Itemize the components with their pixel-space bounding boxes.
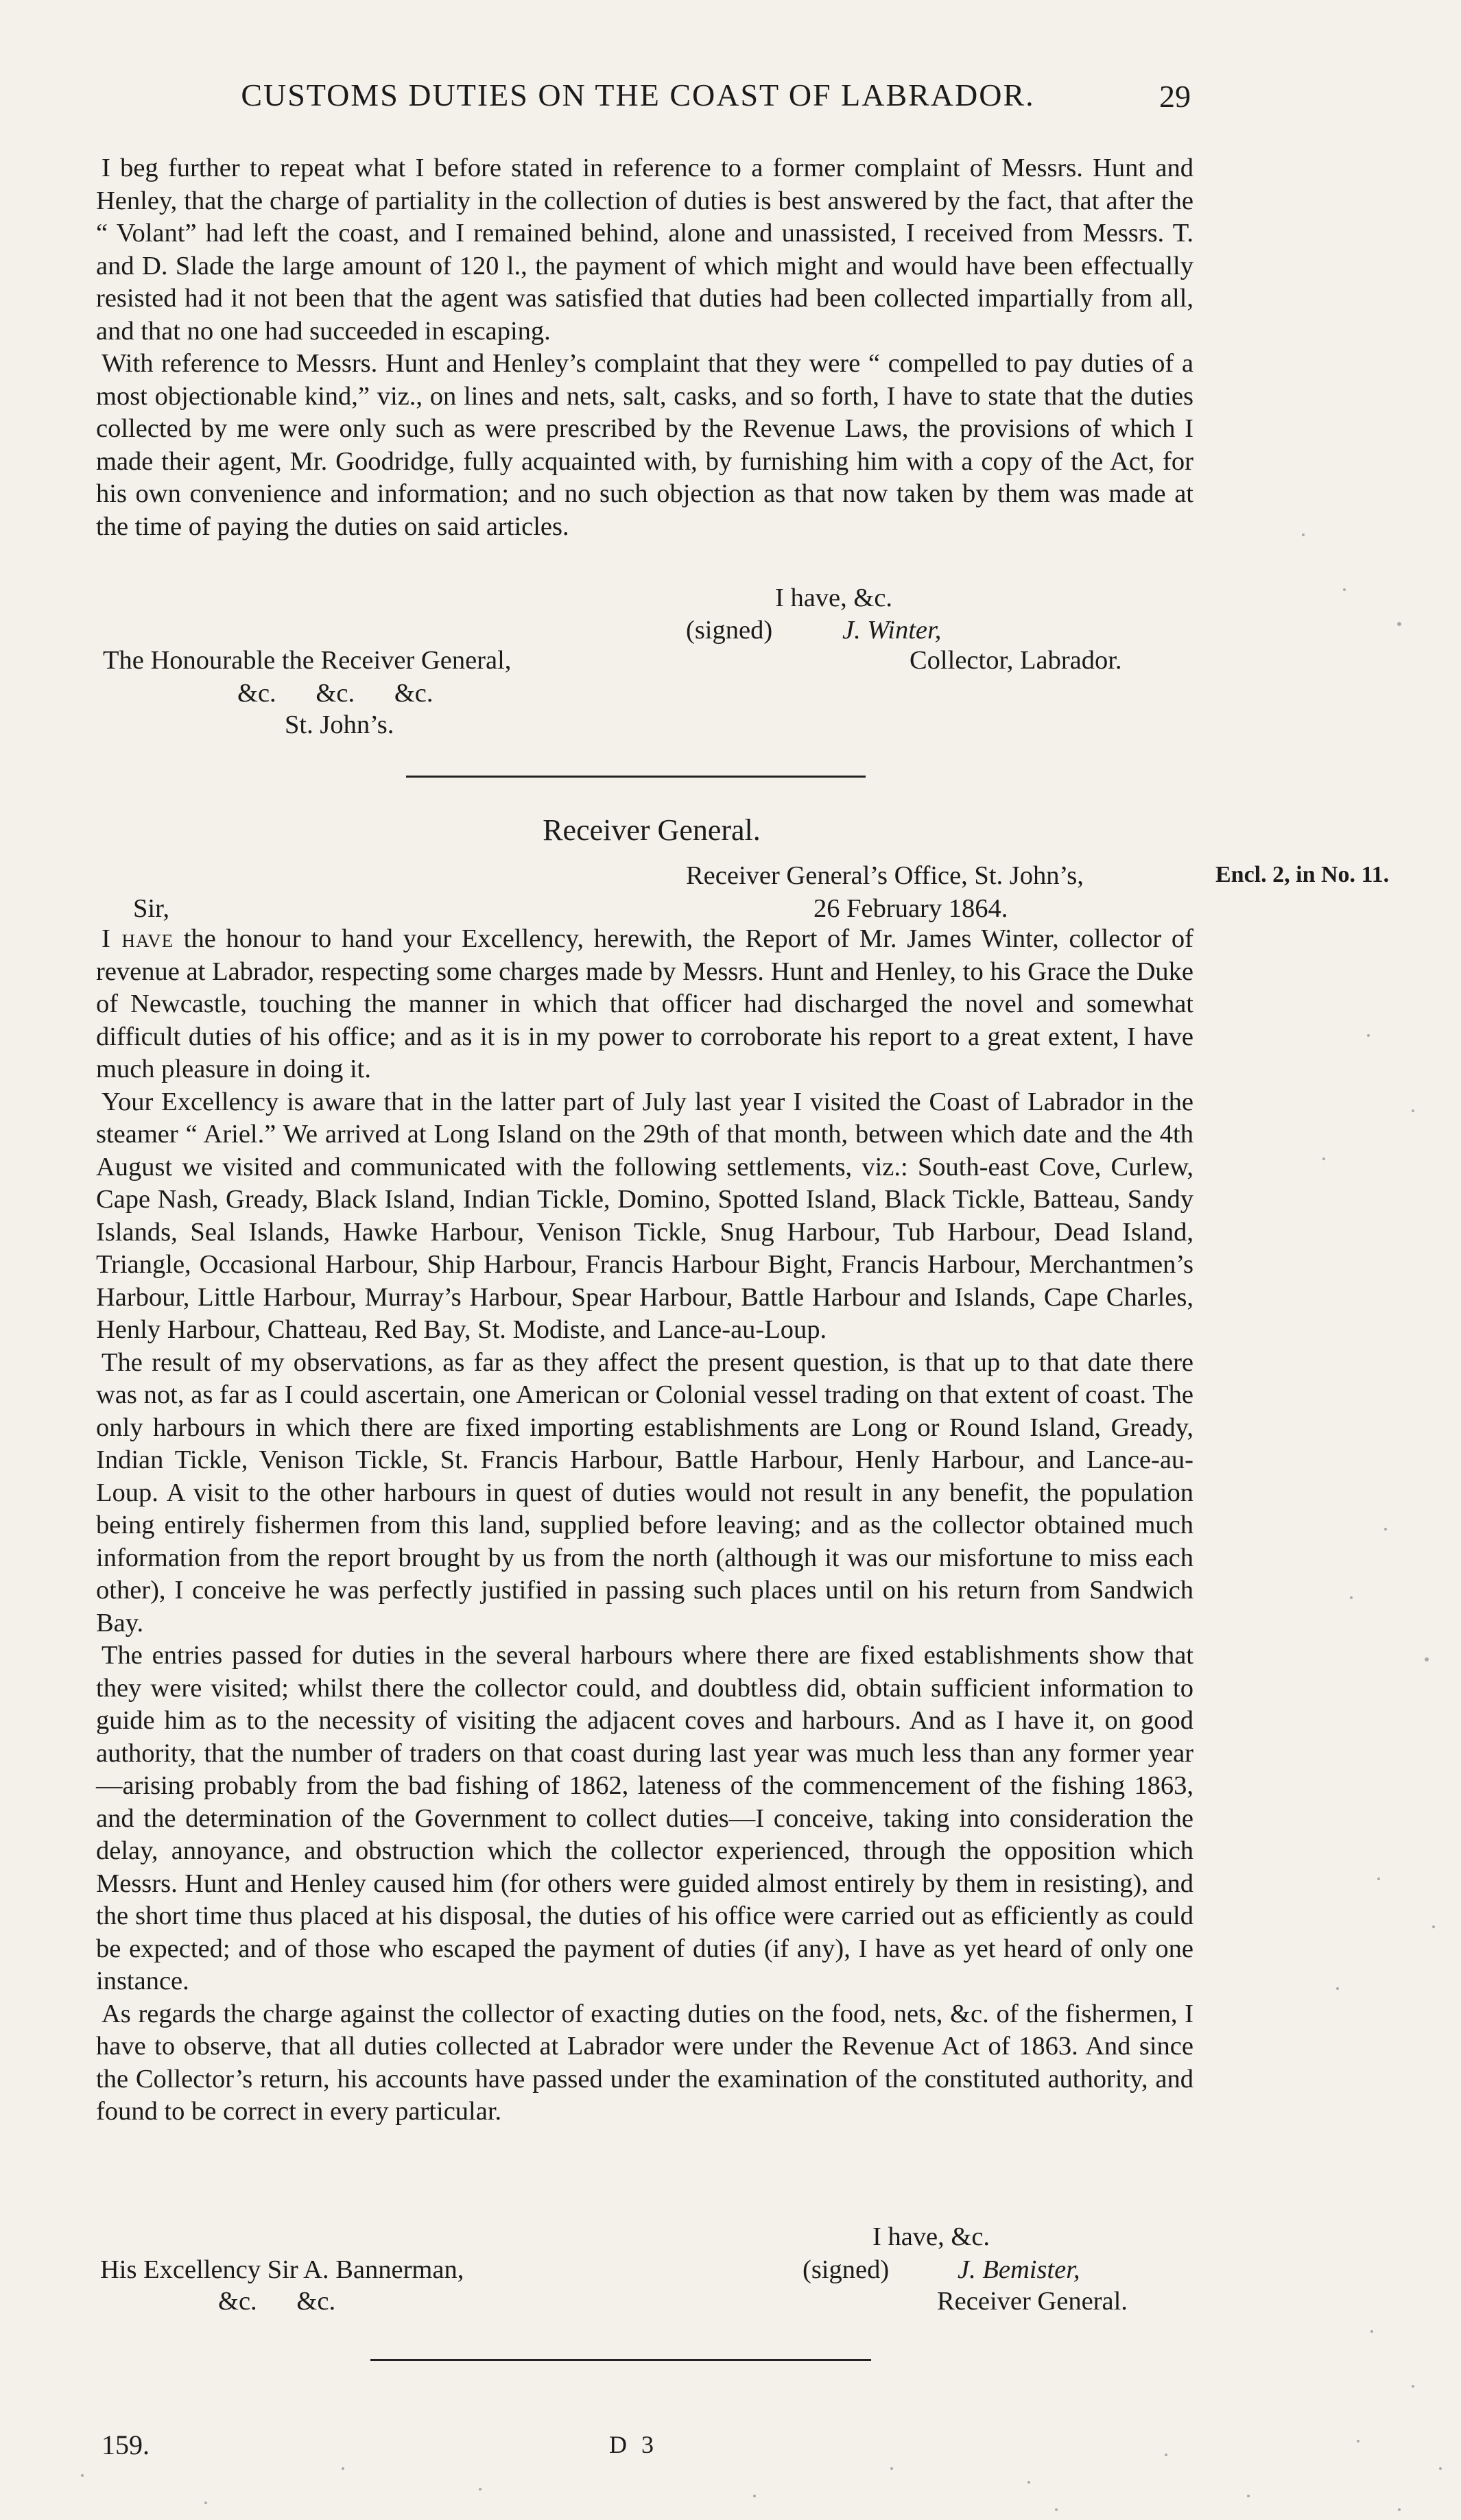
enclosure-signed-label: (signed) <box>803 2255 890 2284</box>
letter1-paragraph: With reference to Messrs. Hunt and Henley’s complaint that they were “ compelled to pay duties of a most objectionable kind,” viz., on lines and nets, salt, casks, and so forth, I have to state that the duties collected by me were only such as were prescribed by the Revenue Laws, the provisions of which I made their agent, Mr. Goodridge, fully acquainted with, by furnishing him with a copy of the Act, for his own convenience and information; and no such objection as that now taken by them was made at the time of paying the duties on said articles. <box>96 349 1193 541</box>
enclosure-paragraph: The result of my observations, as far as they affect the present question, is that up to that date there was not, as far as I could ascertain, one American or Colonial vessel trading on that extent of coast. The only harbours in which there are fixed importing establishments are Long or Round Island, Gready, Indian Tickle, Venison Tickle, St. Francis Harbour, Battle Harbour, Henly Harbour, and Lance-au-Loup. A visit to the other harbours in quest of duties would not result in any benefit, the population being entirely fishermen from this land, supplied before leaving; and as the collector obtained much information from the report brought by us from the north (although it was our misfortune to miss each other), I conceive he was perfectly justified in passing such places until on his return from Sandwich Bay. <box>96 1347 1193 1637</box>
letter1-body <box>96 152 1193 543</box>
enclosure-paragraph <box>96 923 1193 1086</box>
section-divider <box>406 776 866 778</box>
letter1-addressee-etc: &c. &c. &c. <box>237 679 433 708</box>
letter1-paragraph: I beg further to repeat what I before stated in reference to a former complaint of Messrs. Hunt and Henley, that the charge of partiality in the collection of duties is best answered by the fact, that after the “ Volant” had left the coast, and I remained behind, alone and unassisted, I received from Messrs. T. and D. Slade the large amount of 120 l., the payment of which might and would have been effectually resisted had it not been that the agent was satisfied that duties had been collected impartially from all, and that no one had succeeded in escaping. <box>96 154 1193 346</box>
letter1-signer-title: Collector, Labrador. <box>910 646 1122 675</box>
enclosure-signer-title: Receiver General. <box>937 2287 1128 2316</box>
enclosure-date: 26 February 1864. <box>813 894 1008 923</box>
enclosure-closing: I have, &c. <box>872 2222 990 2251</box>
letter1-addressee: The Honourable the Receiver General, <box>103 646 512 675</box>
enclosure-paragraph: The entries passed for duties in the several harbours where there are fixed establishments show that they were visited; whilst there the collector could, and doubtless did, obtain sufficient information to guide him as to the necessity of visiting the adjacent coves and harbours. And as I have it, on good authority, that the number of traders on that coast during last year was much less than any former year—arising probably from the bad fishing of 1862, lateness of the commencement of the fishing 1863, and the determination of the Government to collect duties—I conceive, taking into consideration the delay, annoyance, and obstruction which the collector experienced, through the opposition which Messrs. Hunt and Henley caused him (for others were guided almost entirely by them in resisting), and the short time thus placed at his disposal, the duties of his office were carried out as efficiently as could be expected; and of those who escaped the payment of duties (if any), I have as yet heard of only one instance. <box>96 1641 1193 1995</box>
letter1-signature: J. Winter, <box>842 616 942 645</box>
enclosure-paragraph: As regards the charge against the collector of exacting duties on the food, nets, &c. of the fishermen, I have to observe, that all duties collected at Labrador were under the Revenue Act of 1863. And since the Collector’s return, his accounts have passed under the examination of the constituted authority, and found to be correct in every particular. <box>96 1999 1193 2126</box>
paragraph-text: the honour to hand your Excellency, herewith, the Report of Mr. James Winter, collector of revenue at Labrador, respecting some charges made by Messrs. Hunt and Henley, to his Grace the Duke of Newcastle, touching the manner in which that officer had discharged the novel and somewhat difficult duties of his office; and as it is in my power to corroborate his report to a great extent, I have much pleasure in doing it. <box>96 924 1193 1083</box>
page-header-title: CUSTOMS DUTIES ON THE COAST OF LABRADOR. <box>241 77 1035 112</box>
enclosure-office: Receiver General’s Office, St. John’s, <box>686 861 1084 890</box>
enclosure-title: Receiver General. <box>543 813 761 847</box>
letter1-signed-label: (signed) <box>686 616 773 645</box>
enclosure-addressee-etc: &c. &c. <box>218 2287 336 2316</box>
letter1-addressee-place: St. John’s. <box>285 710 394 739</box>
page-number: 29 <box>1159 79 1191 114</box>
letter1-closing: I have, &c. <box>775 584 893 612</box>
footer-left-number: 159. <box>102 2429 150 2460</box>
enclosure-salutation: Sir, <box>133 894 170 923</box>
footer-divider <box>370 2359 871 2361</box>
enclosure-paragraph: Your Excellency is aware that in the latter part of July last year I visited the Coast of Labrador in the steamer “ Ariel.” We arrived at Long Island on the 29th of that month, between which date and the 4th August we visited and communicated with the following settlements, viz.: South-east Cove, Curlew, Cape Nash, Gready, Black Island, Indian Tickle, Domino, Spotted Island, Black Tickle, Batteau, Sandy Islands, Seal Islands, Hawke Harbour, Venison Tickle, Snug Harbour, Tub Harbour, Dead Island, Triangle, Occasional Harbour, Ship Harbour, Francis Harbour Bight, Francis Harbour, Merchantmen’s Harbour, Little Harbour, Murray’s Harbour, Spear Harbour, Battle Harbour and Islands, Cape Charles, Henly Harbour, Chatteau, Red Bay, St. Modiste, and Lance-au-Loup. <box>96 1087 1193 1344</box>
enclosure-signature: J. Bemister, <box>958 2255 1080 2284</box>
enclosure-addressee: His Excellency Sir A. Bannerman, <box>100 2255 464 2284</box>
footer-signature-mark: D 3 <box>609 2431 658 2458</box>
margin-note: Encl. 2, in No. 11. <box>1215 862 1390 887</box>
opening-word: I have <box>102 924 174 953</box>
enclosure-body <box>96 923 1193 2128</box>
